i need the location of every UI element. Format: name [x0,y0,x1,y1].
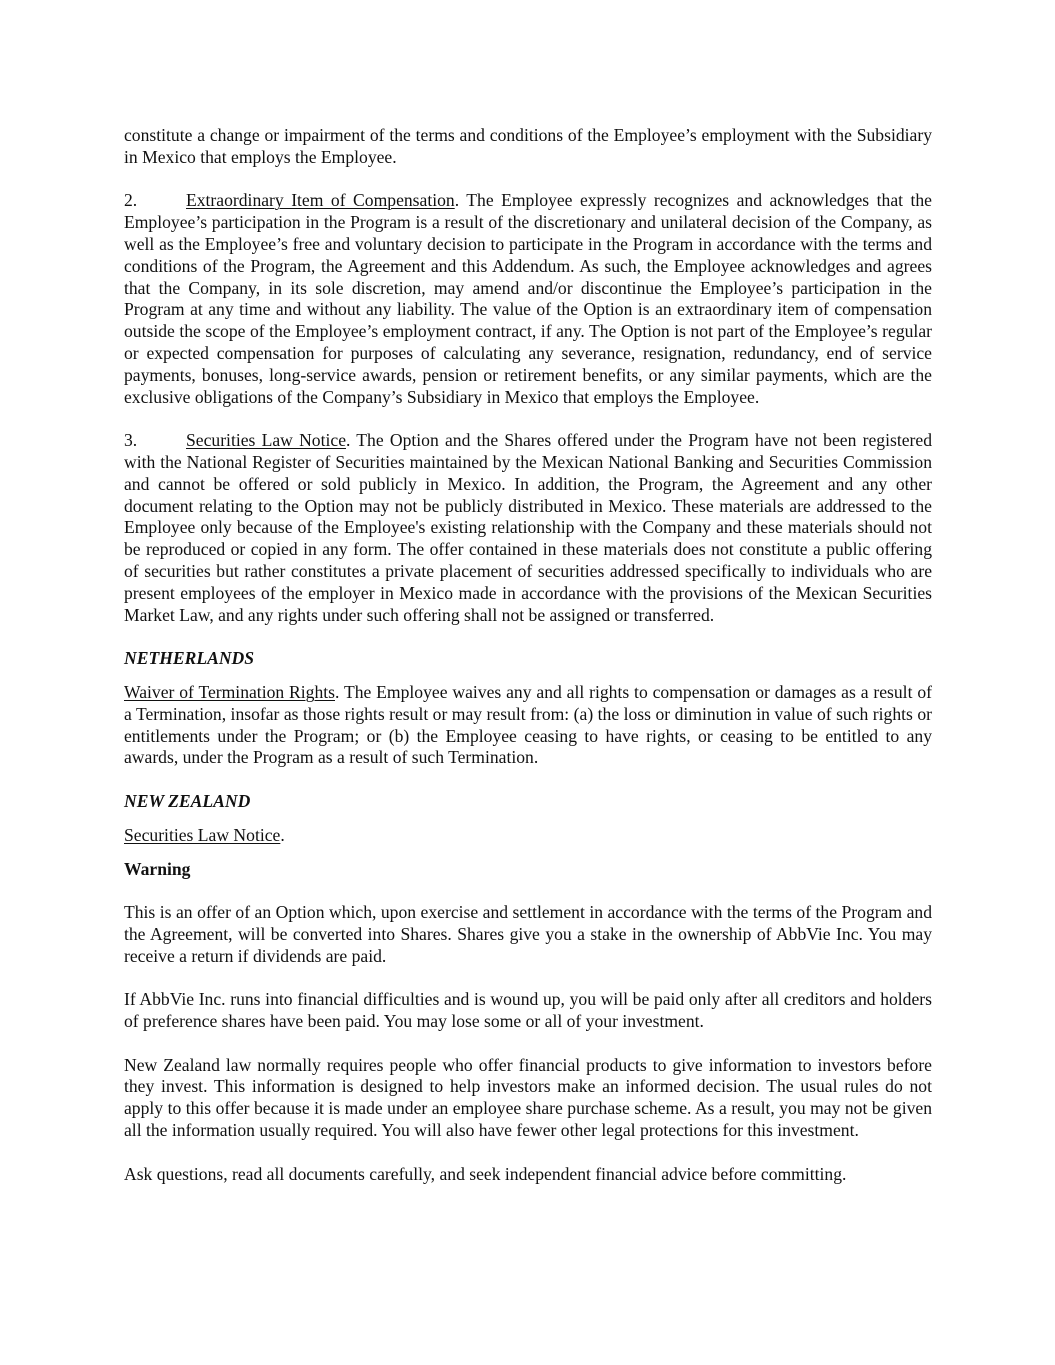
nz-notice-title: Securities Law Notice [124,824,281,845]
section-2-body: . The Employee expressly recognizes and acknowledges that the Employee’s participation in the Program is a result of the discretionary and unilateral decision of the Company, as well as the Employee’s free and voluntary decision to participate in the Program in accordance with the terms and conditions of the Program, the Agreement and this Addendum. As such, the Employee acknowledges and agrees that the Company, in its sole discretion, may amend and/or discontinue the Employee’s participation in the Program at any time and without any liability. The value of the Option is an extraordinary item of compensation outside the scope of the Employee’s employment contract, if any. The Option is not part of the Employee’s regular or expected compensation for purposes of calculating any severance, resignation, redundancy, end of service payments, bonuses, long-service awards, pension or retirement benefits, or any similar payments, which are the exclusive obligations of the Company’s Subsidiary in Mexico that employs the Employee. [124,190,932,407]
section-3-paragraph [124,430,932,626]
nz-notice-line [124,825,932,847]
document-page [124,125,932,1185]
netherlands-body: . The Employee waives any and all rights to compensation or damages as a result of a Termination, insofar as those rights result or may result from: (a) the loss or diminution in value of such rights or entitlements under the Program; or (b) the Employee ceasing to have rights, or ceasing to be entitled to any awards, under the Program as a result of such Termination. [124,681,932,768]
nz-paragraph: Ask questions, read all documents carefully, and seek independent financial advice before committing. [124,1163,847,1184]
intro-paragraph: constitute a change or impairment of the terms and conditions of the Employee’s employment with the Subsidiary in Mexico that employs the Employee. [124,125,932,167]
netherlands-title: Waiver of Termination Rights [124,681,335,702]
section-3-title: Securities Law Notice [186,430,346,451]
nz-paragraph: If AbbVie Inc. runs into financial difficulties and is wound up, you will be paid only after all creditors and holders of preference shares have been paid. You may lose some or all of your investment. [124,989,932,1032]
nz-warning-heading: Warning [124,858,191,879]
section-3-number: 3. [124,430,138,451]
section-2-title: Extraordinary Item of Compensation [186,190,455,211]
section-2-number: 2. [124,190,138,211]
new-zealand-heading: NEW ZEALAND [124,790,251,811]
nz-paragraph: This is an offer of an Option which, upon exercise and settlement in accordance with the terms of the Program and the Agreement, will be converted into Shares. Shares give you a stake in the ownership of AbbVie Inc. You may receive a return if dividends are paid. [124,902,932,966]
netherlands-paragraph [124,682,932,769]
netherlands-heading: NETHERLANDS [124,648,255,669]
section-2-paragraph [124,190,932,408]
nz-paragraph: New Zealand law normally requires people who offer financial products to give information to investors before they invest. This information is designed to help investors make an informed decision. The usual rules do not apply to this offer because it is made under an employee share purchase scheme. As a result, you may not be given all the information usually required. You will also have fewer other legal protections for this investment. [124,1054,932,1141]
section-3-body: . The Option and the Shares offered under the Program have not been registered with the National Register of Securities maintained by the Mexican National Banking and Securities Commission and cannot be offered or sold publicly in Mexico. In addition, the Program, the Agreement and any other document relating to the Option may not be publicly distributed in Mexico. These materials are addressed to the Employee only because of the Employee's existing relationship with the Company and these materials should not be reproduced or copied in any form. The offer contained in these materials does not constitute a public offering of securities but rather constitutes a private placement of securities addressed specifically to individuals who are present employees of the employer in Mexico made in accordance with the provisions of the Mexican Securities Market Law, and any rights under such offering shall not be assigned or transferred. [124,430,932,625]
nz-notice-suffix: . [280,824,285,845]
